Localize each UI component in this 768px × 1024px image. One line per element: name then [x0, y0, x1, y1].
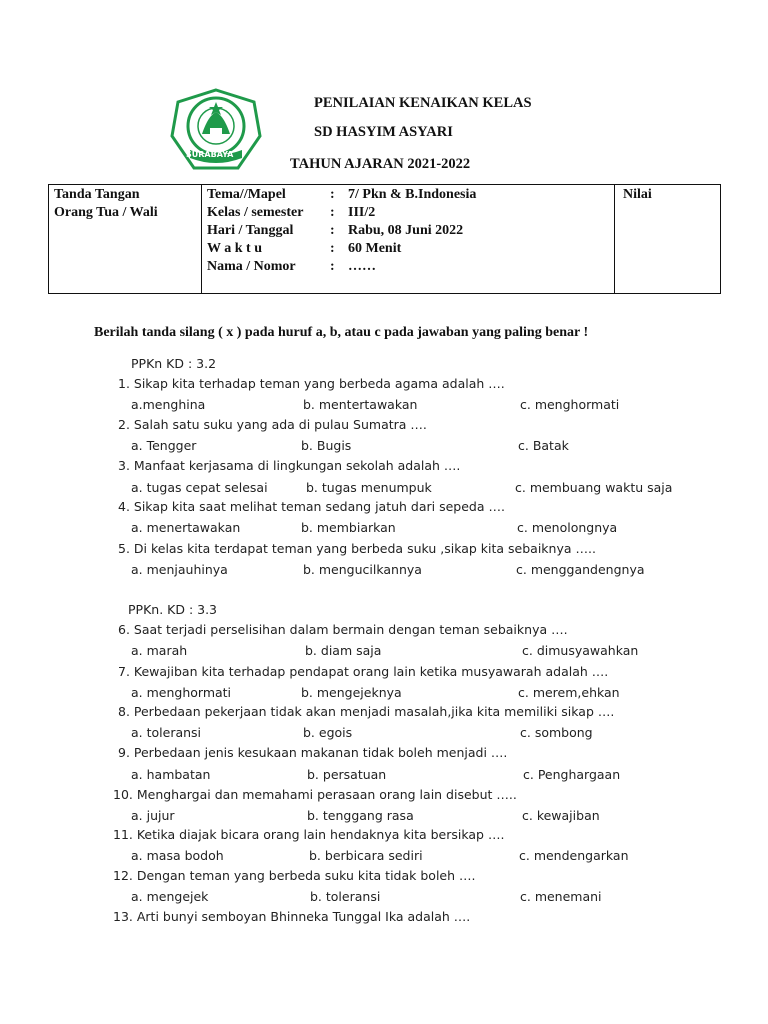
q5-option-a: a. menjauhinya [131, 562, 228, 577]
q4-option-c: c. menolongnya [517, 520, 618, 535]
question-6: 6. Saat terjadi perselisihan dalam bermain dengan teman sebaiknya …. [118, 622, 568, 637]
section1-title: PPKn KD : 3.2 [131, 356, 217, 371]
colon-tema: : [330, 187, 335, 202]
q12-option-b: b. toleransi [310, 889, 381, 904]
signature-label-2: Orang Tua / Wali [54, 205, 158, 220]
q3-option-c: c. membuang waktu saja [515, 480, 673, 495]
colon-kelas: : [330, 205, 335, 220]
question-12: 12. Dengan teman yang berbeda suku kita tidak boleh …. [113, 868, 476, 883]
question-8: 8. Perbedaan pekerjaan tidak akan menjadi masalah,jika kita memiliki sikap …. [118, 704, 615, 719]
q1-option-b: b. mentertawakan [303, 397, 418, 412]
value-tema: 7/ Pkn & B.Indonesia [348, 187, 477, 202]
instruction: Berilah tanda silang ( x ) pada huruf a, b, atau c pada jawaban yang paling benar ! [94, 325, 589, 340]
question-1: 1. Sikap kita terhadap teman yang berbeda agama adalah …. [118, 376, 505, 391]
label-waktu: W a k t u [207, 241, 262, 256]
question-11: 11. Ketika diajak bicara orang lain hendaknya kita bersikap …. [113, 827, 505, 842]
value-waktu: 60 Menit [348, 241, 402, 256]
q8-option-a: a. toleransi [131, 725, 202, 740]
question-4: 4. Sikap kita saat melihat teman sedang jatuh dari sepeda …. [118, 499, 505, 514]
q7-option-a: a. menghormati [131, 685, 232, 700]
q2-option-a: a. Tengger [131, 438, 197, 453]
nilai-label: Nilai [623, 187, 652, 202]
header-title: PENILAIAN KENAIKAN KELAS [314, 95, 532, 111]
nilai-cell [615, 185, 721, 294]
q6-option-b: b. diam saja [305, 643, 382, 658]
logo-city: SURABAYA [186, 150, 234, 159]
q2-option-c: c. Batak [518, 438, 569, 453]
colon-nama: : [330, 259, 335, 274]
header-school: SD HASYIM ASYARI [314, 124, 453, 140]
label-hari: Hari / Tanggal [207, 223, 294, 238]
section2-title: PPKn. KD : 3.3 [128, 602, 218, 617]
q9-option-b: b. persatuan [307, 767, 387, 782]
q2-option-b: b. Bugis [301, 438, 352, 453]
q10-option-c: c. kewajiban [522, 808, 600, 823]
colon-hari: : [330, 223, 335, 238]
q5-option-c: c. menggandengnya [516, 562, 645, 577]
q9-option-a: a. hambatan [131, 767, 211, 782]
question-5: 5. Di kelas kita terdapat teman yang berbeda suku ,sikap kita sebaiknya ….. [118, 541, 596, 556]
question-2: 2. Salah satu suku yang ada di pulau Sumatra …. [118, 417, 427, 432]
q1-option-c: c. menghormati [520, 397, 620, 412]
label-nama: Nama / Nomor [207, 259, 296, 274]
label-kelas: Kelas / semester [207, 205, 304, 220]
q5-option-b: b. mengucilkannya [303, 562, 422, 577]
q7-option-b: b. mengejeknya [301, 685, 402, 700]
q8-option-c: c. sombong [520, 725, 593, 740]
school-logo [168, 88, 264, 172]
details-cell [202, 185, 615, 294]
colon-waktu: : [330, 241, 335, 256]
q12-option-a: a. mengejek [131, 889, 209, 904]
q6-option-c: c. dimusyawahkan [522, 643, 639, 658]
header-year: TAHUN AJARAN 2021-2022 [290, 156, 471, 172]
q11-option-c: c. mendengarkan [519, 848, 629, 863]
value-nama: …… [348, 259, 376, 274]
q3-option-b: b. tugas menumpuk [306, 480, 432, 495]
q3-option-a: a. tugas cepat selesai [131, 480, 268, 495]
q1-option-a: a.menghina [131, 397, 206, 412]
q11-option-a: a. masa bodoh [131, 848, 224, 863]
q4-option-b: b. membiarkan [301, 520, 396, 535]
q10-option-b: b. tenggang rasa [307, 808, 414, 823]
question-9: 9. Perbedaan jenis kesukaan makanan tidak boleh menjadi …. [118, 745, 508, 760]
question-3: 3. Manfaat kerjasama di lingkungan sekolah adalah …. [118, 458, 461, 473]
question-13: 13. Arti bunyi semboyan Bhinneka Tunggal Ika adalah …. [113, 909, 471, 924]
info-table [48, 184, 721, 294]
q11-option-b: b. berbicara sediri [309, 848, 423, 863]
question-10: 10. Menghargai dan memahami perasaan orang lain disebut ….. [113, 787, 517, 802]
value-hari: Rabu, 08 Juni 2022 [348, 223, 464, 238]
q9-option-c: c. Penghargaan [523, 767, 621, 782]
q8-option-b: b. egois [303, 725, 353, 740]
question-7: 7. Kewajiban kita terhadap pendapat orang lain ketika musyawarah adalah …. [118, 664, 609, 679]
label-tema: Tema//Mapel [207, 187, 286, 202]
q7-option-c: c. merem,ehkan [518, 685, 620, 700]
q12-option-c: c. menemani [520, 889, 602, 904]
signature-label-1: Tanda Tangan [54, 187, 140, 202]
value-kelas: III/2 [348, 205, 376, 220]
q4-option-a: a. menertawakan [131, 520, 241, 535]
signature-cell [49, 185, 202, 294]
q10-option-a: a. jujur [131, 808, 175, 823]
q6-option-a: a. marah [131, 643, 188, 658]
